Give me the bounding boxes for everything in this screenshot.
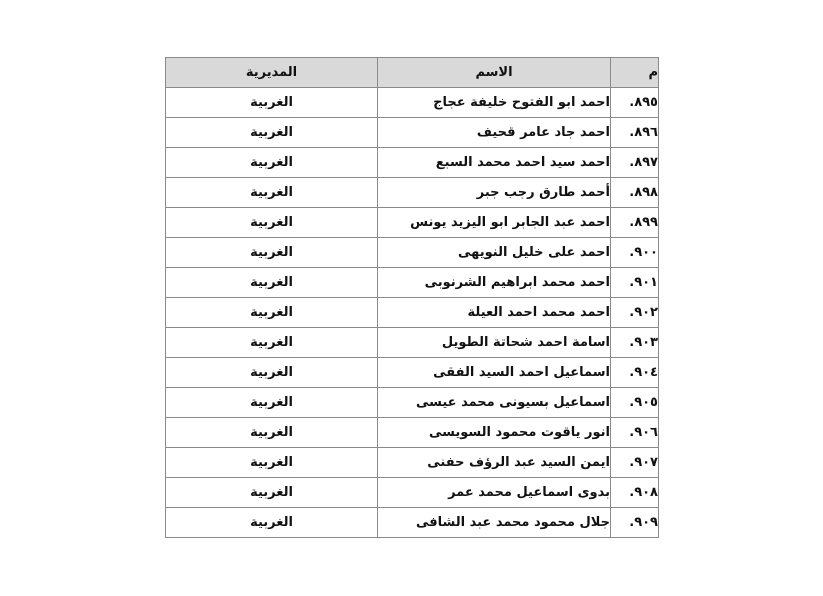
row-number: ٨٩٧.: [611, 148, 659, 178]
row-number: ٨٩٥.: [611, 88, 659, 118]
row-name: اسماعيل احمد السيد الفقى: [378, 358, 611, 388]
table-row: [166, 448, 659, 478]
table-header-row: [166, 58, 659, 88]
row-name: احمد محمد احمد العيلة: [378, 298, 611, 328]
header-number: م: [611, 58, 659, 88]
row-directorate: الغربية: [166, 208, 378, 238]
row-name: احمد جاد عامر قحيف: [378, 118, 611, 148]
names-table: [165, 57, 659, 538]
table-row: [166, 148, 659, 178]
row-directorate: الغربية: [166, 118, 378, 148]
row-directorate: الغربية: [166, 508, 378, 538]
table-row: [166, 508, 659, 538]
table-row: [166, 478, 659, 508]
row-name: احمد على خليل النويهى: [378, 238, 611, 268]
row-directorate: الغربية: [166, 328, 378, 358]
table-body: [166, 88, 659, 538]
table-row: [166, 208, 659, 238]
row-name: احمد سيد احمد محمد السبع: [378, 148, 611, 178]
table-row: [166, 298, 659, 328]
row-directorate: الغربية: [166, 148, 378, 178]
row-number: ٨٩٦.: [611, 118, 659, 148]
header-directorate: المديرية: [166, 58, 378, 88]
row-name: جلال محمود محمد عبد الشافى: [378, 508, 611, 538]
row-directorate: الغربية: [166, 478, 378, 508]
row-directorate: الغربية: [166, 88, 378, 118]
row-directorate: الغربية: [166, 448, 378, 478]
row-name: انور ياقوت محمود السويسى: [378, 418, 611, 448]
table-row: [166, 418, 659, 448]
row-name: احمد ابو الفتوح خليفة عجاج: [378, 88, 611, 118]
row-number: ٩٠٥.: [611, 388, 659, 418]
row-directorate: الغربية: [166, 268, 378, 298]
row-directorate: الغربية: [166, 388, 378, 418]
row-number: ٩٠٩.: [611, 508, 659, 538]
row-name: ايمن السيد عبد الرؤف حفنى: [378, 448, 611, 478]
table-row: [166, 238, 659, 268]
table-row: [166, 268, 659, 298]
row-number: ٩٠١.: [611, 268, 659, 298]
row-directorate: الغربية: [166, 418, 378, 448]
header-name: الاسم: [378, 58, 611, 88]
row-number: ٩٠٦.: [611, 418, 659, 448]
row-directorate: الغربية: [166, 178, 378, 208]
table-row: [166, 118, 659, 148]
row-name: اسماعيل بسيونى محمد عيسى: [378, 388, 611, 418]
row-directorate: الغربية: [166, 358, 378, 388]
row-name: أحمد طارق رجب جبر: [378, 178, 611, 208]
row-directorate: الغربية: [166, 298, 378, 328]
row-number: ٩٠٠.: [611, 238, 659, 268]
row-directorate: الغربية: [166, 238, 378, 268]
row-number: ٩٠٢.: [611, 298, 659, 328]
table-row: [166, 88, 659, 118]
table-row: [166, 178, 659, 208]
row-number: ٩٠٧.: [611, 448, 659, 478]
row-number: ٩٠٤.: [611, 358, 659, 388]
row-name: بدوى اسماعيل محمد عمر: [378, 478, 611, 508]
table-row: [166, 388, 659, 418]
row-name: اسامة احمد شحاتة الطويل: [378, 328, 611, 358]
table-row: [166, 358, 659, 388]
row-name: احمد محمد ابراهيم الشرنوبى: [378, 268, 611, 298]
table-row: [166, 328, 659, 358]
row-number: ٨٩٨.: [611, 178, 659, 208]
row-name: احمد عبد الجابر ابو اليزيد يونس: [378, 208, 611, 238]
row-number: ٨٩٩.: [611, 208, 659, 238]
row-number: ٩٠٣.: [611, 328, 659, 358]
row-number: ٩٠٨.: [611, 478, 659, 508]
